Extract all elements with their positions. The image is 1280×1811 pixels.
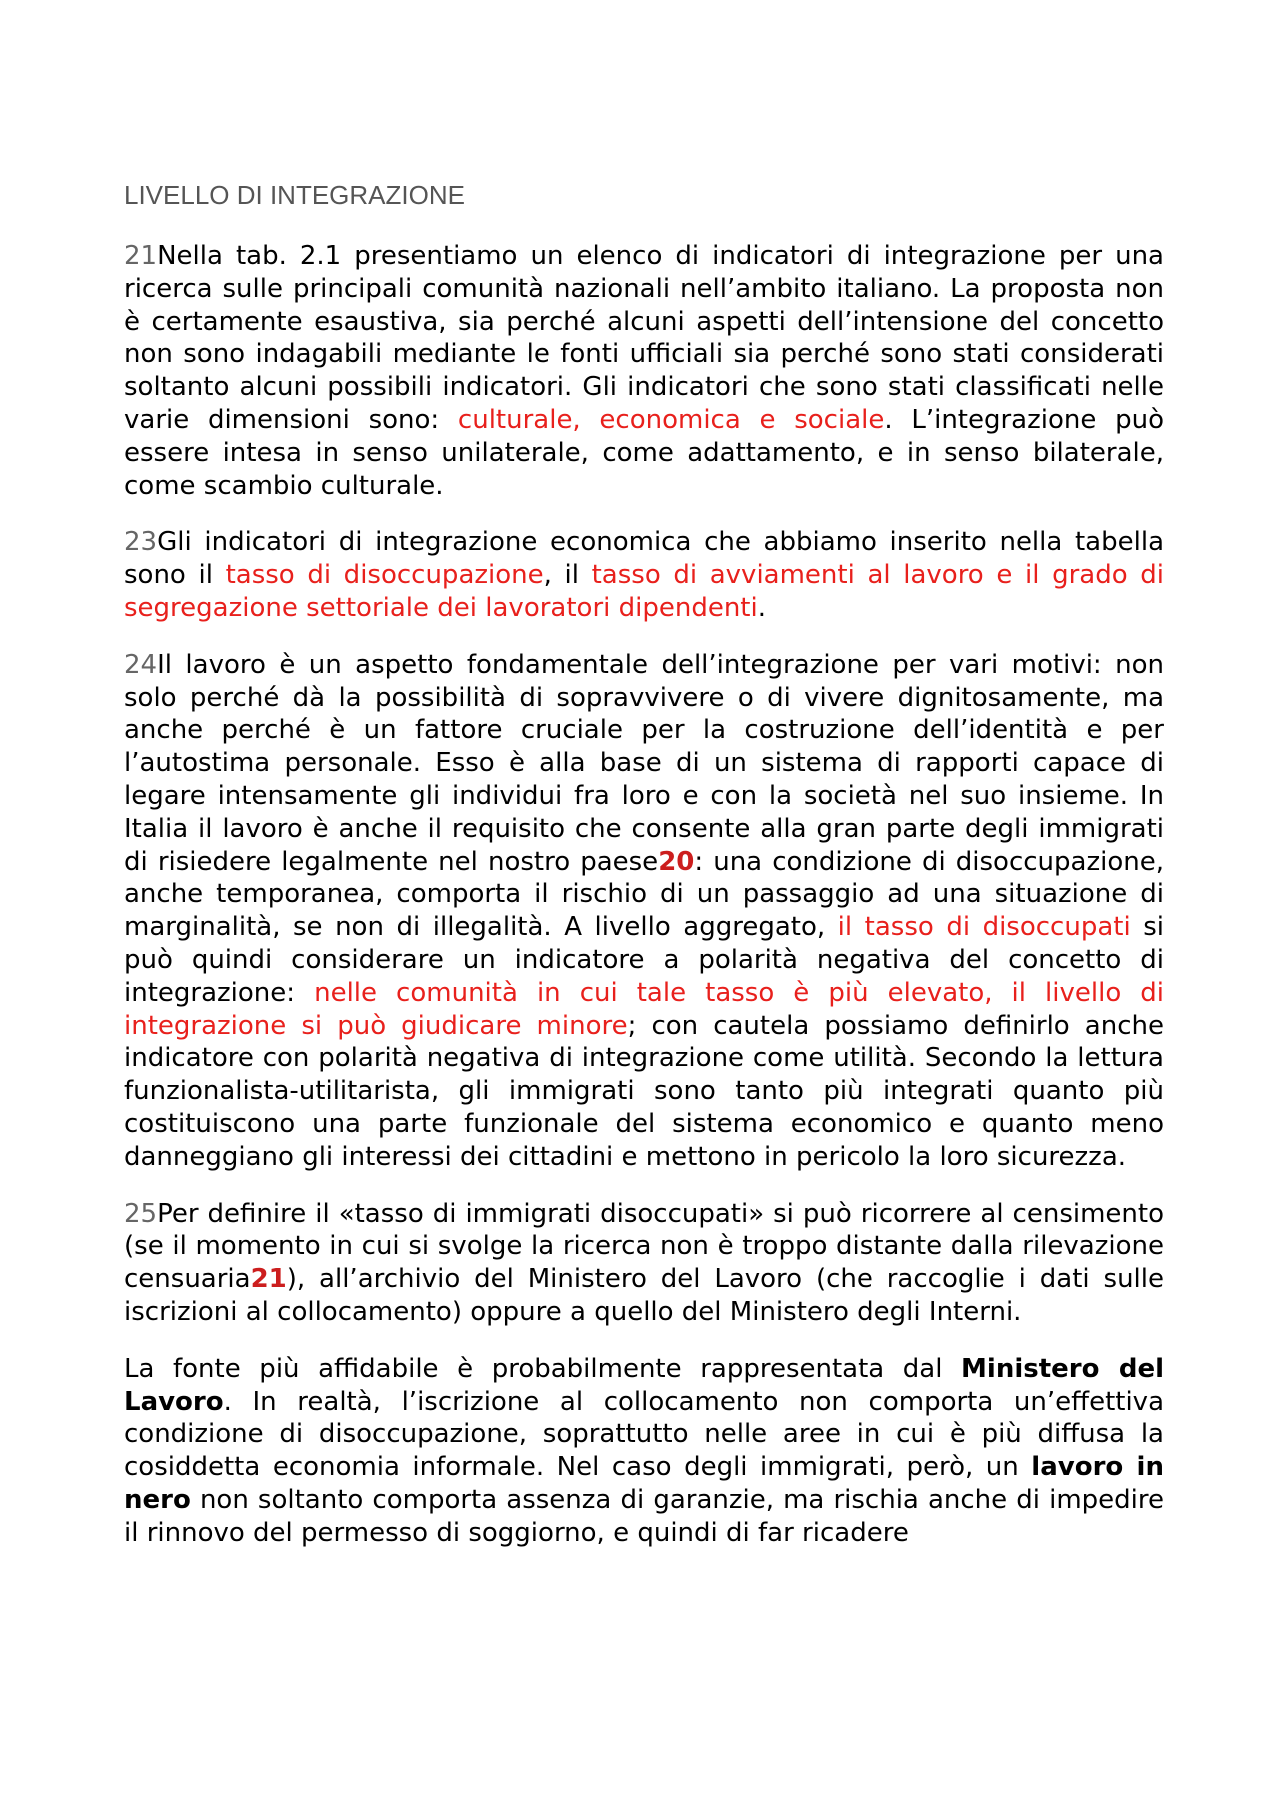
paragraph-text: Il lavoro è un aspetto fondamentale dell’integrazione per vari motivi: non solo perché dà la possibilità di sopravvivere o di vivere dignitosamente, ma anche perché è un fattore cruciale per la costruzione dell’identità e per l’autostima personale. Esso è alla base di un sistema di rapporti capace di legare intensamente gli individui fra loro e con la società nel suo insieme. In Italia il lavoro è anche il requisito che consente alla gran parte degli immigrati di risiedere legalmente nel nostro paese: [124, 649, 1164, 877]
paragraph-text: : una condizione di disoccupazione, anche temporanea, comporta il rischio di un passaggio ad una situazione di marginalità, se non di illegalità. A livello aggregato,: [124, 846, 1164, 943]
paragraph-number: 24: [124, 649, 158, 680]
bold-text: Ministero del Lavoro: [124, 1353, 1165, 1417]
highlighted-text: tasso di avviamenti al lavoro e il grado di segregazione settoriale dei lavoratori dipendenti: [124, 560, 1164, 623]
paragraph-text: ; con cautela possiamo definirlo anche indicatore con polarità negativa di integrazione come utilità. Secondo la lettura funzionalista-utilitarista, gli immigrati sono tanto più integrati quanto più costituiscono una parte funzionale del sistema economico e quanto meno danneggiano gli interessi dei cittadini e mettono in pericolo la loro sicurezza.: [124, 1010, 1164, 1172]
paragraph-text: Per definire il «tasso di immigrati disoccupati» si può ricorrere al censimento (se il momento in cui si svolge la ricerca non è troppo distante dalla rilevazione censuaria: [124, 1198, 1164, 1295]
paragraph-text: , il: [543, 560, 592, 591]
highlighted-text: tasso di disoccupazione: [225, 560, 544, 591]
paragraph-text: . L’integrazione può essere intesa in senso unilaterale, come adattamento, e in senso bilaterale, come scambio culturale.: [124, 404, 1164, 501]
paragraph-26: [124, 1353, 1164, 1550]
paragraph-text: si può quindi considerare un indicatore a polarità negativa del concetto di integrazione:: [124, 912, 1164, 1008]
paragraph-number: 23: [124, 527, 158, 558]
paragraph-text: ), all’archivio del Ministero del Lavoro (che raccoglie i dati sulle iscrizioni al collocamento) oppure a quello del Ministero degli Interni.: [124, 1264, 1164, 1327]
paragraph-24: [124, 649, 1164, 1174]
paragraph-text: .: [757, 592, 766, 623]
paragraph-number: 25: [124, 1198, 158, 1229]
bold-text: lavoro in nero: [124, 1452, 1164, 1515]
highlighted-text: culturale, economica e sociale: [457, 404, 885, 435]
section-heading: LIVELLO DI INTEGRAZIONE: [124, 180, 465, 210]
paragraph-text: . In realtà, l’iscrizione al collocamento non comporta un’effettiva condizione di disoccupazione, soprattutto nelle aree in cui è più diffusa la cosiddetta economia informale. Nel caso degli immigrati, però, un: [124, 1386, 1164, 1483]
paragraph-text: non soltanto comporta assenza di garanzie, ma rischia anche di impedire il rinnovo del permesso di soggiorno, e quindi di far ricadere: [124, 1484, 1164, 1548]
paragraph-23: [124, 526, 1164, 624]
footnote-reference-21[interactable]: 21: [250, 1264, 287, 1295]
paragraph-text: La fonte più affidabile è probabilmente rappresentata dal: [124, 1353, 962, 1384]
paragraph-25: [124, 1198, 1164, 1329]
highlighted-text: nelle comunità in cui tale tasso è più elevato, il livello di integrazione si può giudicare minore: [124, 977, 1165, 1041]
highlighted-text: il tasso di disoccupati: [837, 912, 1131, 943]
paragraph-text: Nella tab. 2.1 presentiamo un elenco di indicatori di integrazione per una ricerca sulle principali comunità nazionali nell’ambito italiano. La proposta non è certamente esaustiva, sia perché alcuni aspetti dell’intensione del concetto non sono indagabili mediante le fonti ufficiali sia perché sono stati considerati soltanto alcuni possibili indicatori. Gli indicatori che sono stati classificati nelle varie dimensioni sono:: [124, 241, 1164, 435]
paragraph-21: [124, 240, 1164, 502]
paragraph-text: Gli indicatori di integrazione economica che abbiamo inserito nella tabella sono il: [124, 527, 1164, 591]
paragraph-number: 21: [124, 241, 158, 271]
footnote-reference-20[interactable]: 20: [658, 846, 695, 877]
document-page: [124, 176, 1164, 1573]
